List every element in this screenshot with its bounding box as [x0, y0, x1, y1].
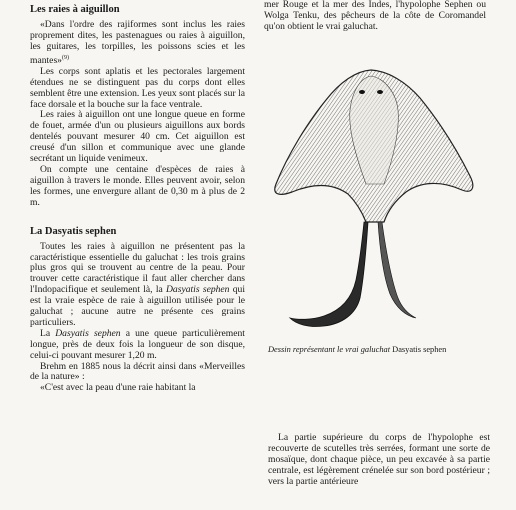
section-heading-dasyatis: La Dasyatis sephen	[30, 225, 117, 237]
paragraph-text: Toutes les raies à aiguillon ne présentent pas la caractéristique essentielle du galuchat : les trois grains plus gros qui se trouvent au centre de la peau. Pour trouver cette caractéristique il faut aller chercher dans l'Indopacifique et seulement là, la	[30, 240, 245, 296]
paragraph: Les raies à aiguillon ont une longue queue en forme de fouet, armée d'un ou plusieurs aiguillons aux bords dentelés pouvant mesurer 40 cm. Cet aiguillon est creusé d'un sillon et communique avec une glande secrétant un liquide venimeux.	[30, 109, 245, 165]
paragraph	[30, 242, 245, 329]
paragraph	[30, 329, 245, 362]
section-heading-stingrays: Les raies à aiguillon	[30, 4, 120, 15]
eye-icon	[377, 90, 383, 94]
stingray-illustration	[268, 62, 478, 332]
species-name: Dasyatis sephen	[166, 284, 230, 296]
paragraph: On compte une centaine d'espèces de raies à aiguillon à travers le monde. Elles peuvent avoir, selon les formes, une envergure allant de 0,30 m à plus de 2 m.	[30, 163, 245, 208]
left-column	[30, 0, 245, 394]
paragraph: La partie supérieure du corps de l'hypolophe est recouverte de scutelles très serrées, formant une sorte de mosaïque, dont chaque pièce, un peu excavée à sa partie centrale, est légèrement crénelée sur son bord postérieur ; vers la partie antérieure	[268, 432, 490, 487]
species-name: Dasyatis sephen	[55, 327, 121, 339]
paragraph-text: «Dans l'ordre des rajiformes sont inclus les raies proprement dites, les pastenagues ou raies à aiguillon, les guitares, les torpilles, les poissons scies et les mantes»	[30, 19, 245, 66]
paragraph: Les corps sont aplatis et les pectorales largement étendues ne se distinguent pas du corps dont elles semblent être une extension. Les yeux sont placés sur la face dorsale et la bouche sur la face ventrale.	[30, 65, 245, 110]
paragraph: Brehm en 1885 nous la décrit ainsi dans «Merveilles de la nature» :	[30, 360, 245, 383]
paragraph-text: a une queue particulièrement longue, près de deux fois la longueur de son disque, celui-ci pouvant mesurer 1,20 m.	[30, 327, 245, 361]
eye-icon	[359, 90, 365, 94]
paragraph: mer Rouge et la mer des Indes, l'hypolophe Sephen ou Wolga Tenku, des pêcheurs de la côte de Coromandel qu'on obtient le vrai galuchat.	[264, 0, 486, 32]
paragraph	[30, 20, 245, 67]
caption-italic: Dessin représentant le vrai galuchat	[268, 345, 391, 354]
paragraph-text: qui est la vraie espèce de raie à aiguillon utilisée pour le galuchat ; aucune autre ne présente ces grains particuliers.	[30, 284, 245, 328]
right-column	[264, 0, 486, 33]
tail-fold	[378, 222, 416, 318]
paragraph-text: La	[40, 327, 56, 339]
caption-species: Dasyatis sephen	[390, 345, 447, 354]
footnote-ref: (9)	[61, 54, 69, 61]
paragraph: «C'est avec la peau d'une raie habitant la	[40, 382, 196, 394]
tail	[290, 222, 368, 327]
figure-caption	[268, 345, 490, 355]
